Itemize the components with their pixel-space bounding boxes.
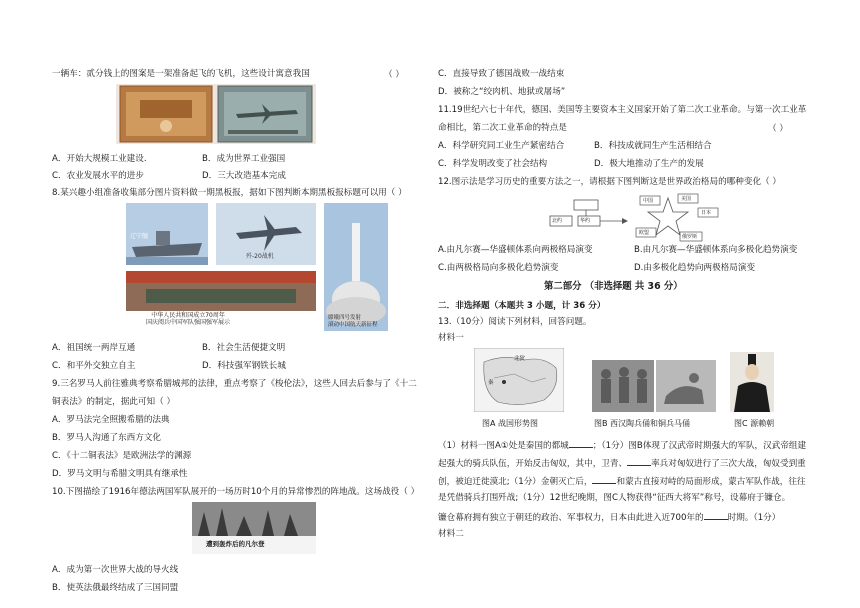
q10-option-b: B．使英法俄最终结成了三国同盟 <box>52 583 179 593</box>
material-2-label: 材料二 <box>438 529 464 539</box>
fig-b-photo <box>592 360 716 412</box>
q13-blank-4[interactable] <box>704 510 728 520</box>
intro-line: 一辆车：贰分钱上的图案是一架准备起飞的飞机，这些设计寓意我国 <box>52 69 310 79</box>
fig-c-portrait <box>730 352 774 412</box>
q8-label-jet: 歼-20战机 <box>246 253 274 260</box>
q7-option-b: B．成为世界工业强国 <box>202 154 286 164</box>
q7-option-c: C．农业发展水平的进步 <box>52 171 144 181</box>
q12-option-d: D.由多极化趋势向两极格局演变 <box>634 263 756 273</box>
q9-option-d: D．罗马文明与希腊文明具有继承性 <box>52 469 188 479</box>
material-1-label: 材料一 <box>438 333 464 343</box>
diagram-label-nato: 北约 <box>552 218 563 224</box>
q12-option-b: B.由凡尔赛—华盛顿体系向多极化趋势演变 <box>634 245 798 255</box>
q12-diagram <box>548 190 738 246</box>
q12-option-a: A.由凡尔赛—华盛顿体系向两极格局演变 <box>438 245 593 255</box>
q13-para-4: 是凭借骑兵打围歼战;（1分）12世纪晚期，图C人物获得“征西大将军”称号，设幕府于镰仓。 <box>438 493 791 503</box>
q7-answer-paren: （ ） <box>384 70 404 80</box>
q13-para-3b-text: 和蒙古直接对峙的局面形成，蒙古军队作战，往往 <box>616 477 806 487</box>
q8-text: 8.某兴趣小组准备收集部分图片资料做一期黑板报，据如下图判断本期黑板报标题可以用（ ） <box>52 188 407 198</box>
q8-option-b: B．社会生活便捷文明 <box>202 343 286 353</box>
q9-option-c: C．《十二铜表法》是欧洲法学的渊源 <box>52 451 192 461</box>
fig-b-caption: 图B 西汉陶兵俑和铜兵马俑 <box>594 419 691 428</box>
q11-line2: 命相比，第二次工业革命的特点是 <box>438 123 567 133</box>
q9-line2: 铜表法》的制定，据此可知（ ） <box>52 397 176 407</box>
q11-answer-paren: （ ） <box>768 124 788 134</box>
q9-option-b: B．罗马人沟通了东西方文化 <box>52 433 162 443</box>
diagram-label-russia: 俄罗斯 <box>682 234 698 240</box>
q13-para-5b-text: 时期。（1分） <box>727 513 781 523</box>
minamoto-portrait-illustration <box>730 352 774 412</box>
q11-option-d: D．极大地推动了生产的发展 <box>594 159 704 169</box>
map-label-qin: 秦 <box>488 380 494 386</box>
diagram-label-warsaw: 华约 <box>580 218 591 224</box>
q11-option-b: B．科技成就同生产生活相结合 <box>594 141 712 151</box>
q13-para-3-text: 创，被迫迁徙漠北;（1分）金朝灭亡后， <box>438 477 593 487</box>
q13-para-2-text: 起强大的骑兵队伍，开始反击匈奴，其中，卫青、 <box>438 459 628 469</box>
banknotes-image <box>116 84 316 144</box>
q7-option-d: D．三大改造基本完成 <box>202 171 286 181</box>
q9-option-a: A．罗马法完全照搬希腊的法典 <box>52 415 170 425</box>
q13-para-1 <box>438 438 806 452</box>
q8-label-ship: 辽宁舰 <box>130 233 149 240</box>
fig-c-caption: 图C 源赖朝 <box>734 419 775 428</box>
q8-option-a: A．祖国统一两岸互通 <box>52 343 136 353</box>
diagram-label-eu: 欧盟 <box>639 230 650 236</box>
banknotes-illustration <box>116 84 316 144</box>
q8-label-parade: 中华人民共和国成立70周年 国庆阅兵中国军队强国强军展示 <box>146 312 231 326</box>
fig-a-caption: 图A 战国形势图 <box>482 419 539 428</box>
q9-line1: 9.三名罗马人前往雅典考察希腊城邦的法律，重点考察了《梭伦法》，这些人回去后参与了《十二 <box>52 379 417 389</box>
fig-a-map <box>474 348 564 412</box>
q8-option-c: C．和平外交独立自主 <box>52 361 136 371</box>
q7-option-a: A．开始大规模工业建设. <box>52 154 147 164</box>
part2-title: 第二部分 （非选择题 共 36 分） <box>544 281 683 292</box>
q13-blank-1[interactable] <box>569 438 593 448</box>
q8-label-rocket: 嫦娥四号发射 滚动中国航天新征程 <box>328 315 378 328</box>
q13-para-2 <box>438 456 806 470</box>
q10-option-d: D．被称之“绞肉机、地狱或屠场” <box>438 87 566 97</box>
q8-photo-collage <box>126 203 388 331</box>
q10-option-c: C．直接导致了德国战败一战结束 <box>438 69 565 79</box>
q13-para-1b-text: ；（1分）图B体现了汉武帝时期强大的军队，汉武帝组建 <box>592 441 807 451</box>
q13-para-5-text: 镰仓幕府拥有独立于朝廷的政治、军事权力，日本由此进入近700年的 <box>438 513 704 523</box>
q10-option-a: A．成为第一次世界大战的导火线 <box>52 565 179 575</box>
q13-para-2b-text: 率兵对匈奴进行了三次大战，匈奴受到重 <box>651 459 806 469</box>
terracotta-warriors-illustration <box>592 360 716 412</box>
map-label-beidi: 北狄 <box>514 356 526 362</box>
q11-option-c: C．科学发明改变了社会结构 <box>438 159 548 169</box>
diagram-label-japan: 日本 <box>701 210 712 216</box>
q13-para-1-text: （1）材料一图A①处是秦国的都城 <box>438 441 569 451</box>
verdun-caption: 遭到轰炸后的凡尔登 <box>206 540 265 548</box>
q13-para-5 <box>438 510 780 524</box>
q13-intro: 13.（10分）阅读下列材料，回答问题。 <box>438 317 592 327</box>
q11-line1: 11.19世纪六七十年代，德国、美国等主要资本主义国家开始了第二次工业革命。与第一次工业革 <box>438 105 807 115</box>
q13-para-3 <box>438 474 806 488</box>
q10-text: 10.下图描绘了1916年德法两国军队展开的一场历时10个月的异常惨烈的阵地战。这场战役（ ） <box>52 487 420 497</box>
q13-blank-3[interactable] <box>592 474 616 484</box>
q12-text: 12.图示法是学习历史的重要方法之一，请根据下图判断这是世界政治格局的哪种变化（ ） <box>438 177 781 187</box>
diagram-label-us: 美国 <box>681 196 692 202</box>
q12-option-c: C.由两极格局向多极化趋势演变 <box>438 263 559 273</box>
q11-option-a: A．科学研究同工业生产紧密结合 <box>438 141 565 151</box>
diagram-label-china: 中国 <box>643 198 654 204</box>
q8-option-d: D．科技强军钢铁长城 <box>202 361 286 371</box>
verdun-photo <box>192 502 316 554</box>
q13-blank-2[interactable] <box>627 456 651 466</box>
section2-title: 二．非选择题（本题共 3 小题，计 36 分） <box>438 301 606 311</box>
